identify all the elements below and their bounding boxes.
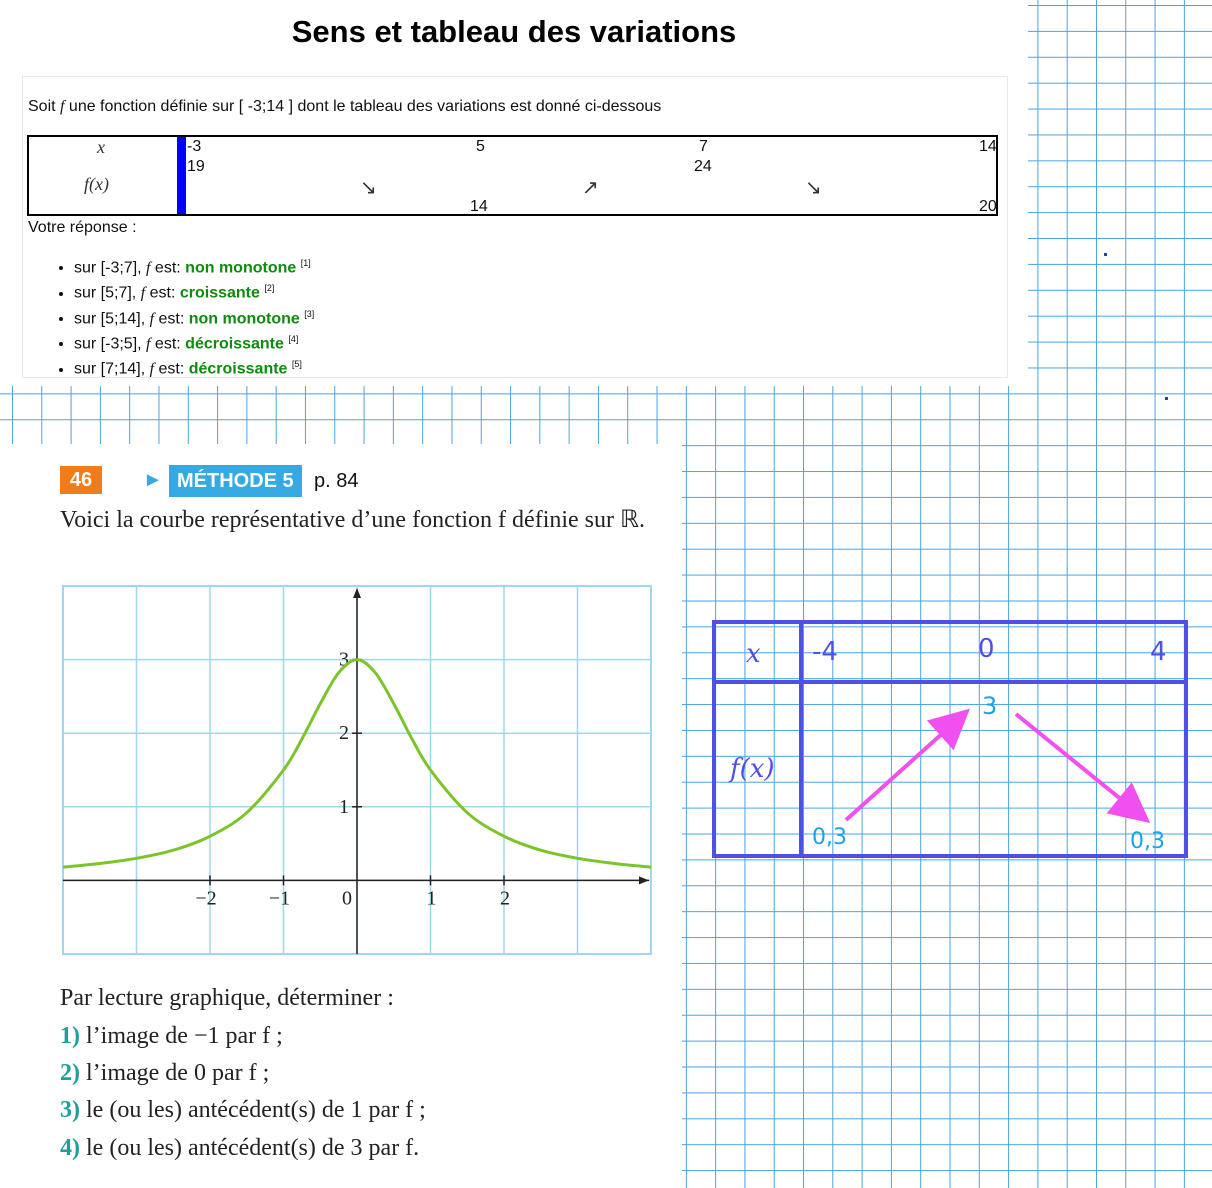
hand-increasing-arrow-icon [846,714,964,820]
question-item [60,1023,283,1050]
x-value: 5 [476,138,485,155]
hand-x-value: 4 [1150,637,1167,667]
x-value: 7 [699,138,708,155]
question-text: l’image de 0 par f ; [86,1060,270,1086]
answer-mid: est: [150,335,186,353]
chart-ticks [195,649,510,910]
stray-dot [1165,397,1168,400]
method-page-ref: p. 84 [314,470,359,492]
x-tick-label: −1 [268,887,291,910]
answer-ref[interactable]: [5] [291,359,302,370]
question-item [60,1097,426,1124]
instruction-text: Par lecture graphique, déterminer : [60,985,394,1011]
page-title: Sens et tableau des variations [291,14,737,49]
answer-item [74,278,314,303]
answer-f: f [149,360,155,378]
x-tick-label: 0 [342,887,352,910]
decreasing-arrow-icon: ↘ [805,177,822,199]
f-value: 14 [470,198,488,215]
x-tick-label: 1 [426,887,437,910]
answer-f: f [146,335,151,353]
answer-label: Votre réponse : [28,219,137,236]
intro-f: f [60,98,65,115]
hand-fx-label: f(x) [730,754,775,784]
answer-list [56,253,314,380]
question-number: 4) [60,1135,80,1161]
y-axis-arrow [353,588,361,598]
intro-text [28,98,661,116]
answer-mid: est: [150,259,186,277]
answer-mid: est: [154,309,189,327]
x-tick-label: 2 [500,887,510,910]
answer-value: croissante [179,284,260,302]
answer-item [74,304,314,329]
x-value: 14 [979,138,997,155]
answer-ref[interactable]: [1] [300,258,311,268]
hand-x-value: -4 [812,637,838,667]
hand-x-value: 0 [978,634,995,664]
y-tick-label: 2 [339,722,349,745]
x-tick-label: −2 [195,887,217,910]
f-value: 20 [979,198,997,215]
handwritten-variation-table [700,612,1200,872]
decreasing-arrow-icon: ↘ [360,177,377,199]
answer-prefix: sur [5;14], [74,309,150,327]
f-value: 19 [187,158,205,175]
play-arrow-icon: ► [143,469,163,491]
exercise-number-badge: 46 [60,466,102,494]
answer-value: décroissante [188,360,288,378]
f-value: 24 [694,158,712,175]
hand-table-border [714,622,1186,856]
answer-prefix: sur [-3;5], [74,335,147,353]
hand-f-value: 3 [982,692,998,720]
question-number: 3) [60,1097,80,1123]
intro-before: Soit [28,98,61,115]
chart-axes [63,588,649,954]
question-text: le (ou les) antécédent(s) de 3 par f. [86,1135,420,1161]
answer-f: f [149,309,155,327]
hand-decreasing-arrow-icon [1016,714,1144,818]
answer-item [74,354,314,379]
question-item [60,1060,269,1087]
answer-ref[interactable]: [3] [304,308,315,319]
variation-table [27,135,998,216]
answer-ref[interactable]: [2] [264,283,275,294]
x-value: -3 [187,138,202,155]
method-tag[interactable]: MÉTHODE 5 [169,465,302,497]
answer-item [74,253,314,278]
answer-prefix: sur [-3;7], [74,259,147,277]
answer-mid: est: [154,360,189,378]
exercise-panel-variations [0,0,1028,386]
answer-value: non monotone [188,309,300,327]
x-row-label: x [97,137,105,157]
question-text: l’image de −1 par f ; [86,1023,283,1049]
stray-dot [1104,253,1107,256]
x-axis-arrow [639,876,649,884]
answer-value: décroissante [185,335,284,353]
answer-item [74,329,314,354]
answer-value: non monotone [185,259,297,277]
question-text: le (ou les) antécédent(s) de 1 par f ; [86,1097,426,1123]
function-graph [60,583,654,957]
answer-prefix: sur [5;7], [74,284,141,302]
question-number: 1) [60,1023,80,1049]
y-tick-label: 1 [339,795,349,818]
hand-f-value: 0,3 [1130,829,1165,854]
answer-mid: est: [145,284,180,302]
answer-prefix: sur [7;14], [74,360,150,378]
variation-table-separator [177,137,186,214]
answer-ref[interactable]: [4] [288,333,299,344]
hand-f-value: 0,3 [812,825,847,850]
question-item [60,1135,419,1162]
intro-after: une fonction définie sur [ -3;14 ] dont le tableau des variations est donné ci-dessous [64,98,662,115]
y-tick-label: 3 [339,648,349,671]
fx-row-label: f(x) [84,174,109,194]
increasing-arrow-icon: ↗ [582,177,599,199]
answer-f: f [146,259,151,277]
hand-x-label: x [746,639,761,669]
question-number: 2) [60,1060,80,1086]
exercise-statement: Voici la courbe représentative d’une fonction f définie sur ℝ. [60,507,646,533]
answer-f: f [140,284,146,302]
